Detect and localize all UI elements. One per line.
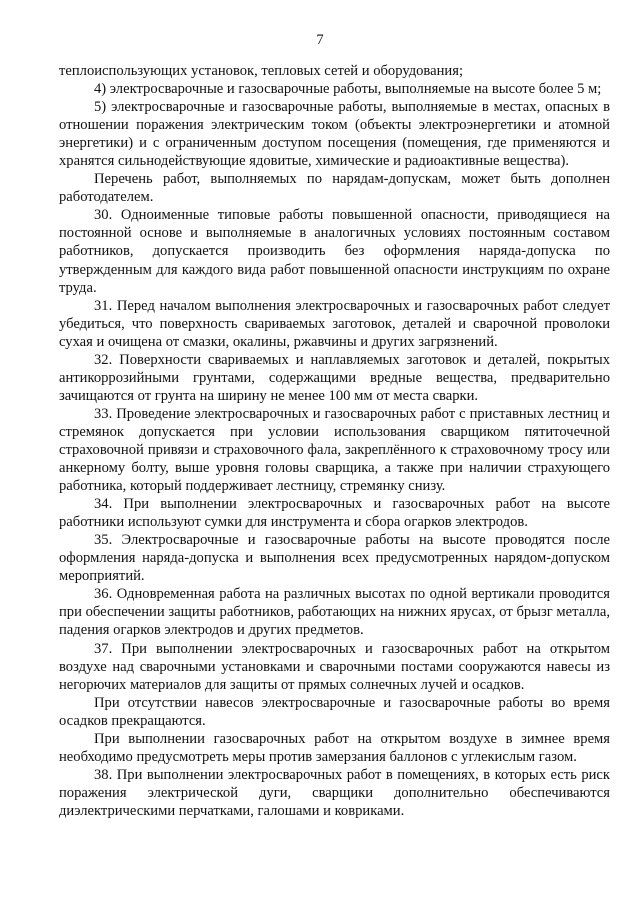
paragraph-35: 35. Электросварочные и газосварочные работы на высоте проводятся после оформления наряда-допуска и выполнения всех предусмотренных нарядом-допуском мероприятий. xyxy=(59,532,610,585)
page-number: 7 xyxy=(316,32,324,48)
paragraph-30: 30. Одноименные типовые работы повышенной опасности, приводящиеся на постоянной основе и выполняемые в аналогичных условиях постоянным составом работников, допускается производить без оформления наряда-допуска по утвержденным для каждого вида работ повышенной опасности инструкциям по охране труда. xyxy=(59,207,610,296)
paragraph-31: 31. Перед началом выполнения электросварочных и газосварочных работ следует убедиться, что поверхность свариваемых заготовок, деталей и сварочной проволоки сухая и очищена от смазки, окалины, ржавчины и других загрязнений. xyxy=(59,297,610,350)
paragraph-34: 34. При выполнении электросварочных и газосварочных работ на высоте работники используют сумки для инструмента и сбора огарков электродов. xyxy=(59,496,610,531)
paragraph-permit-list: Перечень работ, выполняемых по нарядам-допускам, может быть дополнен работодателем. xyxy=(59,171,610,206)
paragraph-37-no-canopy: При отсутствии навесов электросварочные и газосварочные работы во время осадков прекращаются. xyxy=(59,694,610,729)
paragraph-37-winter: При выполнении газосварочных работ на открытом воздухе в зимнее время необходимо предусмотреть меры против замерзания баллонов с углекислым газом. xyxy=(59,730,610,765)
paragraph-36: 36. Одновременная работа на различных высотах по одной вертикали проводится при обеспечении защиты работников, работающих на нижних ярусах, от брызг металла, падения огарков электродов и других предметов. xyxy=(59,586,610,639)
paragraph-38: 38. При выполнении электросварочных работ в помещениях, в которых есть риск поражения электрической дуги, сварщики дополнительно обеспечиваются диэлектрическими перчатками, галошами и ковриками. xyxy=(59,766,610,819)
paragraph-continuation: теплоиспользующих установок, тепловых сетей и оборудования; xyxy=(59,63,463,79)
document-body xyxy=(59,62,610,820)
paragraph-33: 33. Проведение электросварочных и газосварочных работ с приставных лестниц и стремянок допускается при условии использования сварщиком пятиточечной страховочной привязи и страховочного фала, закреплённого к страховочному тросу или анкерному болту, выше уровня головы сварщика, а также при наличии страхующего работника, который поддерживает лестницу, стремянку снизу. xyxy=(59,405,610,495)
paragraph-37: 37. При выполнении электросварочных и газосварочных работ на открытом воздухе над сварочными установками и сварочными постами сооружаются навесы из негорючих материалов для защиты от прямых солнечных лучей и осадков. xyxy=(59,640,610,693)
paragraph-item-5: 5) электросварочные и газосварочные работы, выполняемые в местах, опасных в отношении поражения электрическим током (объекты электроэнергетики и атомной энергетики) и с ограниченным доступом посещения (помещения, где применяются и хранятся сильнодействующие ядовитые, химические и радиоактивные вещества). xyxy=(59,99,610,170)
paragraph-item-4: 4) электросварочные и газосварочные работы, выполняемые на высоте более 5 м; xyxy=(94,81,602,98)
paragraph-32: 32. Поверхности свариваемых и наплавляемых заготовок и деталей, покрытых антикоррозийными грунтами, содержащими вредные вещества, предварительно зачищаются от грунта на ширину не менее 100 мм от места сварки. xyxy=(59,351,610,404)
